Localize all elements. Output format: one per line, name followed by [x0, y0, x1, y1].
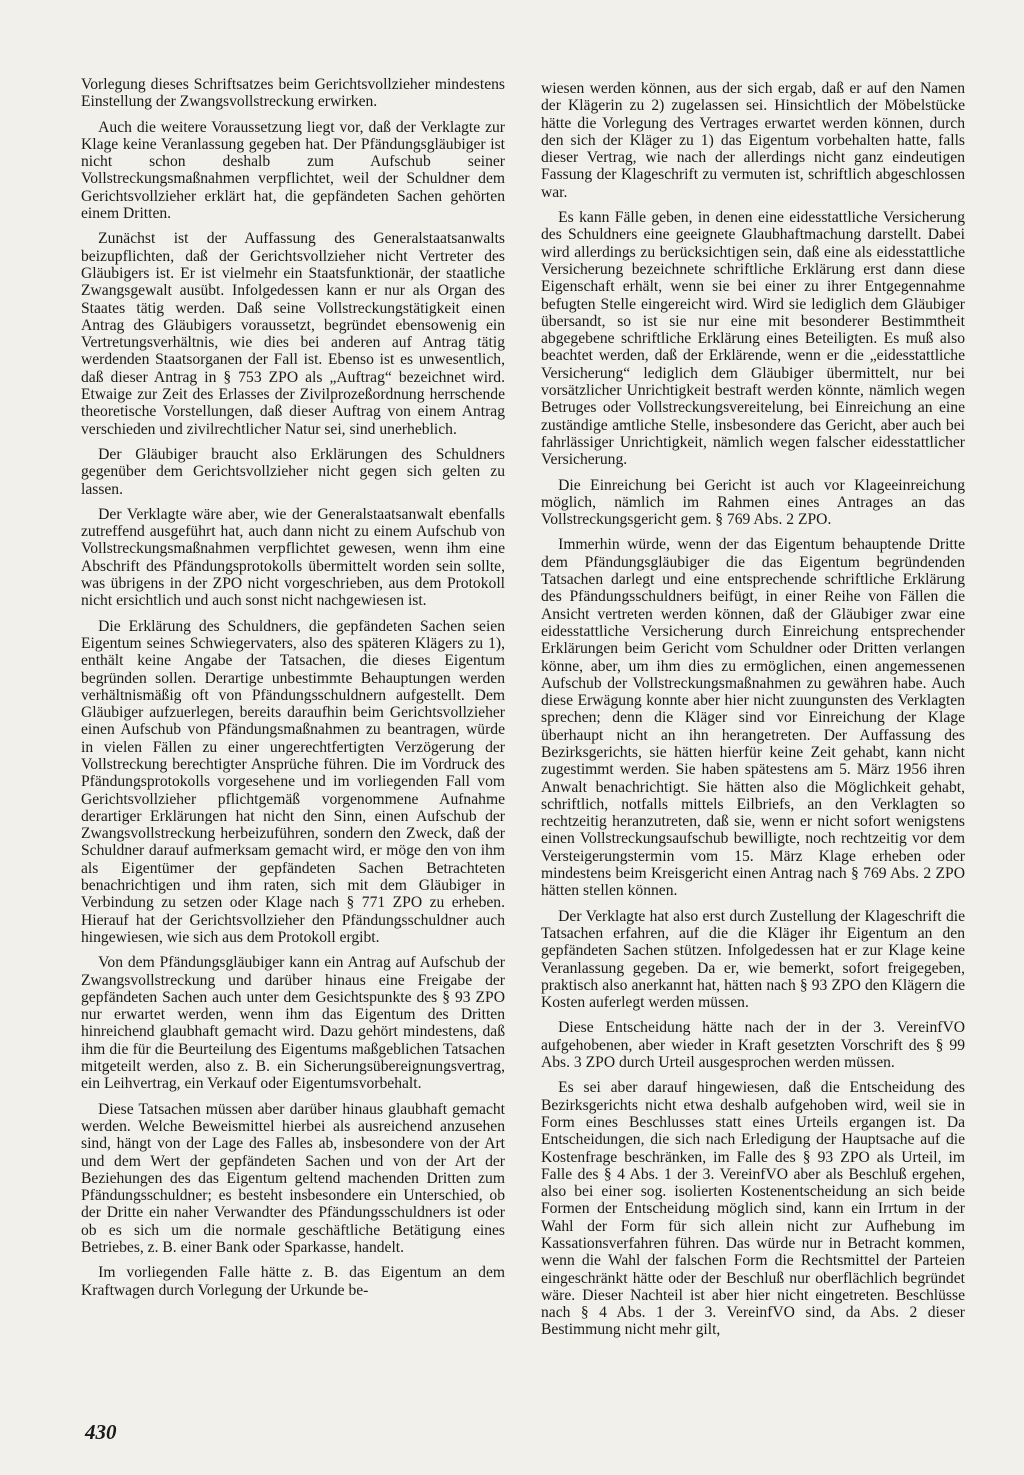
paragraph: Der Verklagte wäre aber, wie der Generalstaatsanwalt ebenfalls zutreffend ausgeführt hat, auch dann nicht zu einem Aufschub von Vollstreckungsmaßnahmen verpflichtet gewesen, wenn ihm eine Abschrift des Pfändungsprotokolls übermittelt worden sein sollte, was übrigens in der ZPO nicht vorgeschrieben, aus dem Protokoll nicht ersichtlich und auch sonst nicht nachgewiesen ist.	[81, 505, 505, 610]
paragraph: wiesen werden können, aus der sich ergab, daß er auf den Namen der Klägerin zu 2) zugelassen sei. Hinsichtlich der Möbelstücke hätte die Vorlegung des Vertrages erwartet werden können, durch den sich der Kläger zu 1) das Eigentum vorbehalten hatte, falls dieser Vertrag, wie nach der allerdings nicht ganz eindeutigen Fassung der Klageschrift zu vermuten ist, schriftlich abgeschlossen war.	[541, 80, 965, 201]
paragraph: Zunächst ist der Auffassung des Generalstaatsanwalts beizupflichten, daß der Gerichtsvollzieher nicht Vertreter des Gläubigers ist. Er ist vielmehr ein Staatsfunktionär, der staatliche Zwangsgewalt ausübt. Infolgedessen kann er nur als Organ des Staates tätig werden. Daß seine Vollstreckungstätigkeit einen Antrag des Gläubigers voraussetzt, begründet ebensowenig ein Vertretungsverhältnis, wie dies bei anderen auf Antrag tätig werdenden Staatsorganen der Fall ist. Ebenso ist es unwesentlich, daß dieser Antrag in § 753 ZPO als „Auftrag“ bezeichnet wird. Etwaige zur Zeit des Erlasses der Zivilprozeßordnung herrschende theoretische Vorstellungen, daß dieser Auftrag von einem Antrag verschieden und zivilrechtlicher Natur sei, sind unerheblich.	[81, 230, 505, 438]
paragraph: Immerhin würde, wenn der das Eigentum behauptende Dritte dem Pfändungsgläubiger die das Eigentum begründenden Tatsachen darlegt und eine entsprechende schriftliche Erklärung des Pfändungsschuldners beifügt, in einer Reihe von Fällen die Ansicht vertreten werden können, daß der Gläubiger zwar eine eidesstattliche Versicherung durch Einreichung entsprechender Erklärungen beim Gericht vom Schuldner oder Dritten verlangen könne, aber, um ihm dies zu ermöglichen, einen angemessenen Aufschub der Vollstreckungsmaßnahmen zu gewähren habe. Auch diese Erwägung konnte aber hier nicht zuungunsten des Verklagten sprechen; denn die Kläger sind vor Einreichung der Klage überhaupt nicht an ihn herangetreten. Der Auffassung des Bezirksgerichts, sie hätten hierfür keine Zeit gehabt, kann nicht zugestimmt werden. Sie haben spätestens am 5. März 1956 ihren Anwalt benachrichtigt. Sie hätten also die Möglichkeit gehabt, schriftlich, notfalls mittels Eilbriefs, an den Verklagten so rechtzeitig heranzutreten, daß sie, wenn er nicht sofort wenigstens einen Vollstreckungsaufschub bewilligte, noch rechtzeitig vor dem Versteigerungstermin vom 15. März Klage erheben oder mindestens beim Kreisgericht einen Antrag nach § 769 Abs. 2 ZPO hätten stellen können.	[541, 536, 965, 900]
paragraph: Der Verklagte hat also erst durch Zustellung der Klageschrift die Tatsachen erfahren, auf die die Kläger ihr Eigentum an den gepfändeten Sachen stützen. Infolgedessen hat er zur Klage keine Veranlassung gegeben. Da er, wie bemerkt, sofort freigegeben, praktisch also anerkannt hat, hätten nach § 93 ZPO den Klägern die Kosten auferlegt werden müssen.	[541, 907, 965, 1012]
paragraph: Auch die weitere Voraussetzung liegt vor, daß der Verklagte zur Klage keine Veranlassung gegeben hat. Der Pfändungsgläubiger ist nicht schon deshalb zum Aufschub seiner Vollstreckungsmaßnahmen verpflichtet, weil der Schuldner dem Gerichtsvollzieher erklärt hat, die gepfändeten Sachen gehörten einem Dritten.	[81, 118, 505, 223]
left-text-column	[81, 76, 505, 1307]
paragraph: Der Gläubiger braucht also Erklärungen des Schuldners gegenüber dem Gerichtsvollzieher nicht gegen sich gelten zu lassen.	[81, 445, 505, 498]
paragraph: Die Erklärung des Schuldners, die gepfändeten Sachen seien Eigentum seines Schwiegervaters, also des späteren Klägers zu 1), enthält keine Angabe der Tatsachen, die dieses Eigentum begründen sollen. Derartige unbestimmte Behauptungen werden verhältnismäßig oft von Pfändungsschuldnern aufgestellt. Dem Gläubiger aufzuerlegen, bereits daraufhin beim Gerichtsvollzieher einen Aufschub von Pfändungsmaßnahmen zu beantragen, würde in vielen Fällen zu einer ungerechtfertigten Verzögerung der Vollstreckung berechtigter Ansprüche führen. Die im Vordruck des Pfändungsprotokolls vorgesehene und im vorliegenden Fall vom Gerichtsvollzieher pflichtgemäß vorgenommene Aufnahme derartiger Erklärungen hat nicht den Sinn, einen Aufschub der Zwangsvollstreckung herbeizuführen, sondern den Zweck, daß der Schuldner darauf aufmerksam gemacht wird, er möge den von ihm als Eigentümer der gepfändeten Sachen Betrachteten benachrichtigen und ihm raten, sich mit dem Gläubiger in Verbindung zu setzen oder Klage nach § 771 ZPO zu erheben. Hierauf hat der Gerichtsvollzieher den Pfändungsschuldner auch hingewiesen, wie sich aus dem Protokoll ergibt.	[81, 617, 505, 946]
paragraph: Vorlegung dieses Schriftsatzes beim Gerichtsvollzieher mindestens Einstellung der Zwangsvollstreckung erwirken.	[81, 76, 505, 111]
paragraph: Diese Entscheidung hätte nach der in der 3. VereinfVO aufgehobenen, aber wieder in Kraft gesetzten Vorschrift des § 99 Abs. 3 ZPO durch Urteil ausgesprochen werden müssen.	[541, 1019, 965, 1072]
paragraph: Von dem Pfändungsgläubiger kann ein Antrag auf Aufschub der Zwangsvollstreckung und darüber hinaus eine Freigabe der gepfändeten Sachen auch unter dem Gesichtspunkte des § 93 ZPO nur erwartet werden, wenn ihm das Eigentum des Dritten hinreichend glaubhaft gemacht wird. Dazu gehört mindestens, daß ihm die für die Beurteilung des Eigentums maßgeblichen Tatsachen mitgeteilt werden, also z. B. ein Sicherungsübereignungsvertrag, ein Leihvertrag, ein Verkauf oder Eigentumsvorbehalt.	[81, 954, 505, 1093]
paragraph: Die Einreichung bei Gericht ist auch vor Klageeinreichung möglich, nämlich im Rahmen eines Antrages an das Vollstreckungsgericht gem. § 769 Abs. 2 ZPO.	[541, 476, 965, 529]
right-text-column	[541, 80, 965, 1347]
page-number: 430	[85, 1420, 117, 1444]
paragraph: Es kann Fälle geben, in denen eine eidesstattliche Versicherung des Schuldners eine geeignete Glaubhaftmachung darstellt. Dabei wird allerdings zu berücksichtigen sein, daß eine als eidesstattliche Versicherung bezeichnete schriftliche Erklärung erst dann diese Eigenschaft erhält, wenn sie bei einer zu ihrer Entgegennahme befugten Stelle eingereicht wird. Wird sie lediglich dem Gläubiger übersandt, so ist sie nur eine mit besonderer Bestimmtheit abgegebene schriftliche Erklärung eines Beteiligten. Es muß also beachtet werden, daß der Erklärende, wenn er die „eidesstattliche Versicherung“ lediglich dem Gläubiger übermittelt, nur bei vorsätzlicher Unrichtigkeit bestraft werden könnte, nämlich wegen Betruges oder Vollstreckungsvereitelung, bei Einreichung an eine zuständige amtliche Stelle, insbesondere das Gericht, aber auch bei fahrlässiger Unrichtigkeit, nämlich wegen falscher eidesstattlicher Versicherung.	[541, 209, 965, 469]
paragraph: Es sei aber darauf hingewiesen, daß die Entscheidung des Bezirksgerichts nicht etwa deshalb aufgehoben wird, weil sie in Form eines Beschlusses statt eines Urteils ergangen ist. Da Entscheidungen, die sich nach Erledigung der Hauptsache auf die Kostenfrage beschränken, im Falle des § 93 ZPO als Urteil, im Falle des § 4 Abs. 1 der 3. VereinfVO aber als Beschluß ergehen, also bei einer sog. isolierten Kostenentscheidung an sich beide Formen der Entscheidung möglich sind, kann ein Irrtum in der Wahl der Form für sich allein nicht zur Aufhebung im Kassationsverfahren führen. Das würde nur in Betracht kommen, wenn die Wahl der falschen Form die Rechtsmittel der Parteien eingeschränkt hätte oder der Beschluß nur oberflächlich begründet wäre. Dieser Nachteil ist aber hier nicht eingetreten. Beschlüsse nach § 4 Abs. 1 der 3. VereinfVO sind, da Abs. 2 dieser Bestimmung nicht mehr gilt,	[541, 1079, 965, 1339]
paragraph: Diese Tatsachen müssen aber darüber hinaus glaubhaft gemacht werden. Welche Beweismittel hierbei als ausreichend anzusehen sind, hängt von der Lage des Falles ab, insbesondere von der Art und dem Wert der gepfändeten Sachen und von der Art der Beziehungen des das Eigentum geltend machenden Dritten zum Pfändungsschuldner; es besteht insbesondere ein Unterschied, ob der Dritte ein naher Verwandter des Pfändungsschuldners ist oder ob es sich um die normale geschäftliche Betätigung eines Betriebes, z. B. einer Bank oder Sparkasse, handelt.	[81, 1100, 505, 1256]
paragraph: Im vorliegenden Falle hätte z. B. das Eigentum an dem Kraftwagen durch Vorlegung der Urkunde be-	[81, 1264, 505, 1299]
